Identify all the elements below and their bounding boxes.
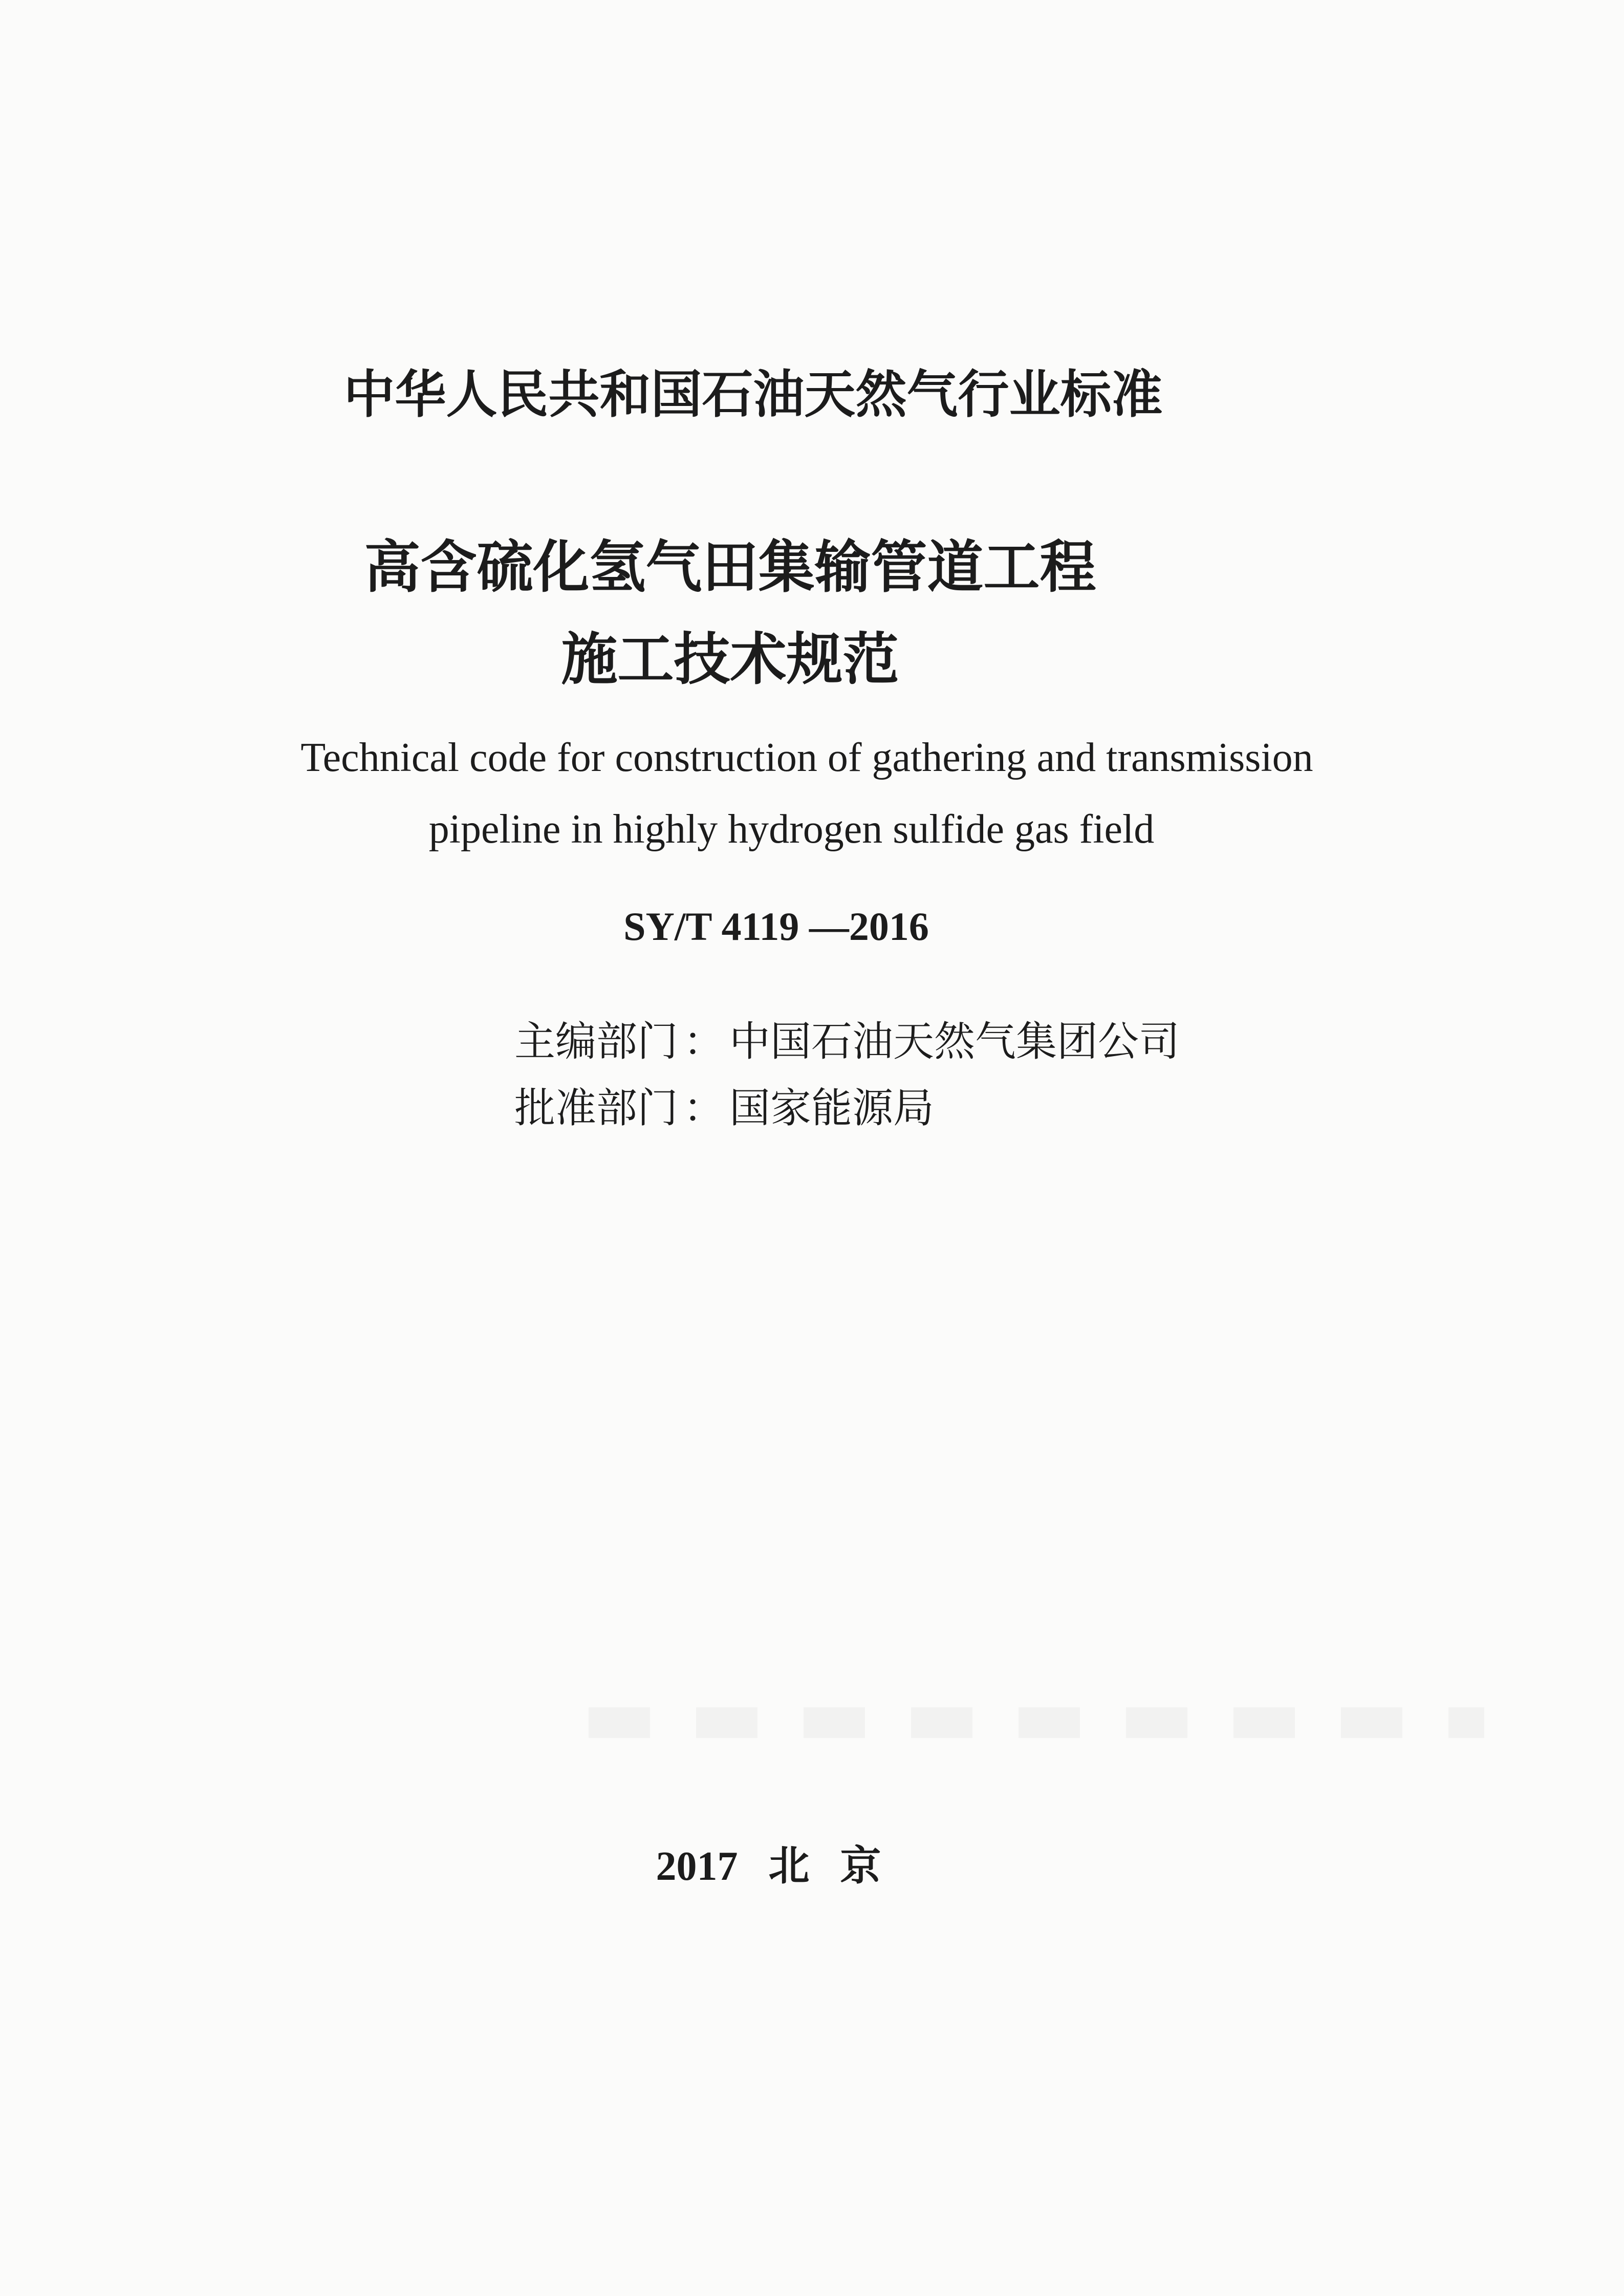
title-zh-line2: 施工技术规范 [561, 627, 899, 692]
approver-label: 批准部门 [514, 1084, 678, 1132]
approver-value: 国家能源局 [729, 1084, 934, 1132]
imprint [0, 1833, 1596, 1892]
imprint-year: 2017 [656, 1844, 738, 1889]
compiler-label: 主编部门 [514, 1018, 678, 1065]
compiler-separator: ： [683, 1018, 724, 1065]
faint-watermark-strip [589, 1707, 1484, 1738]
standard-code: SY/T 4119 —2016 [623, 904, 929, 949]
approver-separator: ： [683, 1084, 724, 1132]
title-en-line1: Technical code for construction of gathering and transmission [300, 735, 1313, 780]
title-zh-line1: 高含硫化氢气田集输管道工程 [364, 534, 1096, 600]
standard-category: 中华人民共和国石油天然气行业标准 [343, 364, 1163, 424]
compiler-value: 中国石油天然气集团公司 [729, 1018, 1180, 1065]
title-en-line2: pipeline in highly hydrogen sulfide gas field [428, 807, 1155, 852]
approver-department [514, 1075, 934, 1134]
imprint-city: 北京 [768, 1842, 912, 1890]
compiler-department [514, 1008, 1180, 1067]
